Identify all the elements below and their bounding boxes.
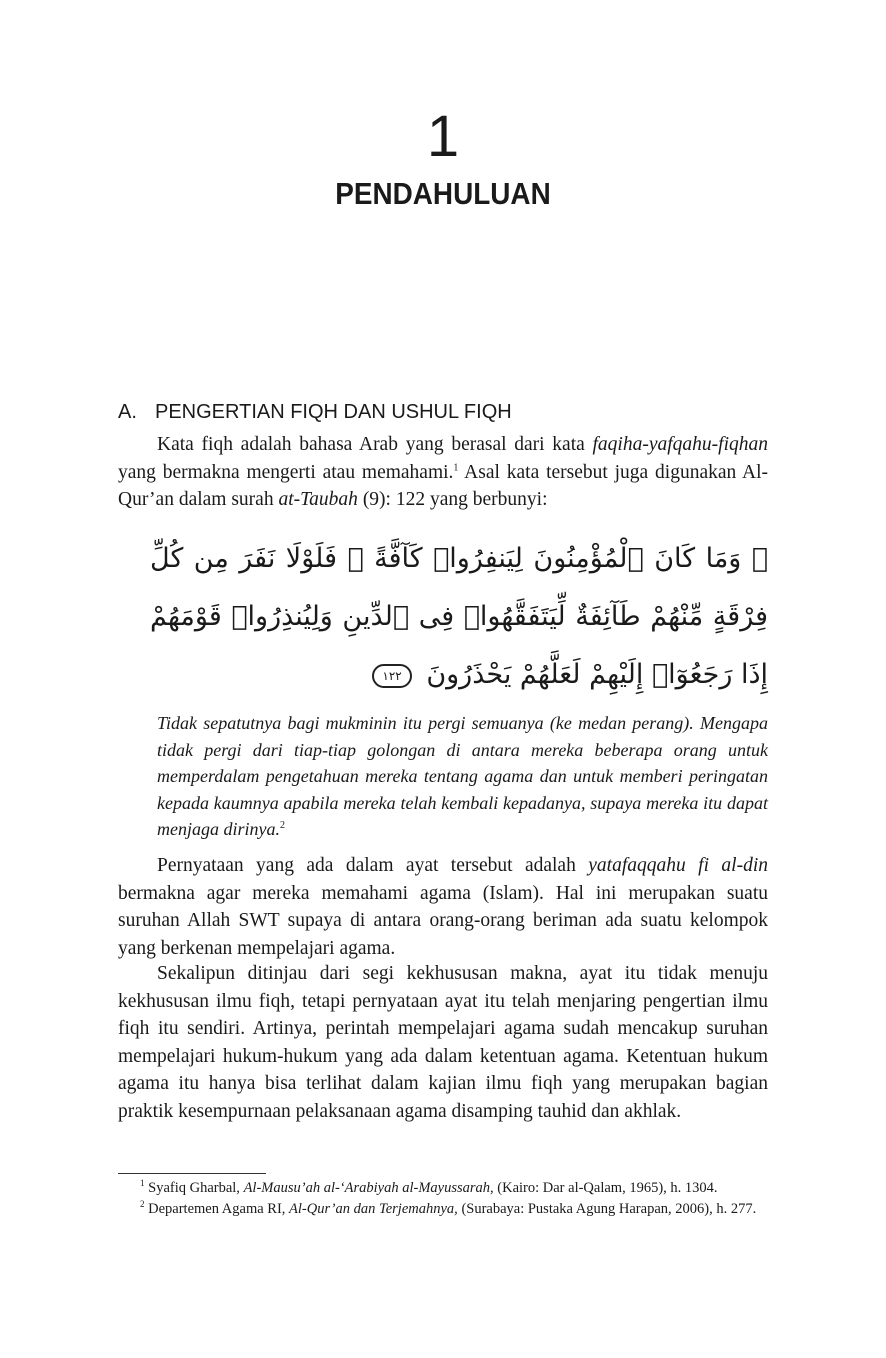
chapter-title: PENDAHULUAN: [335, 176, 551, 211]
text-run: yang bermakna mengerti atau memahami.: [118, 461, 454, 483]
text-run: (Surabaya: Pustaka Agung Harapan, 2006), h. 277.: [457, 1201, 757, 1217]
italic-term: yatafaqqahu fi al-din: [588, 855, 769, 876]
footnotes: [118, 1178, 768, 1220]
text-run: Syafiq Gharbal,: [144, 1180, 244, 1196]
footnote-ref: 2: [280, 820, 285, 831]
text-run: Departemen Agama RI,: [144, 1201, 290, 1217]
chapter-number: 1: [426, 104, 460, 169]
intro-paragraph: [118, 431, 768, 514]
section-letter: A.: [118, 401, 137, 423]
italic-term: faqiha-yafqahu-fiqhan: [592, 434, 768, 455]
text-run: Kata fiqh adalah bahasa Arab yang berasal dari kata: [157, 434, 593, 455]
italic-term: Al-Qur’an dan Terjemahnya,: [289, 1201, 458, 1217]
footnote-divider: [118, 1173, 266, 1174]
text-run: (9): 122 yang berbunyi:: [357, 489, 548, 510]
section-title: PENGERTIAN FIQH DAN USHUL FIQH: [155, 401, 512, 423]
text-run: , (Kairo: Dar al-Qalam, 1965), h. 1304.: [490, 1180, 718, 1196]
quran-verse: [150, 530, 768, 704]
italic-term: at-Taubah: [278, 489, 358, 510]
section-heading: [118, 398, 778, 426]
arabic-verse-text: ۞ وَمَا كَانَ ٱلْمُؤْمِنُونَ لِيَنفِرُوا۟ كَآفَّةً ۚ فَلَوْلَا نَفَرَ مِن كُلِّ فِرْقَةٍ مِّنْهُمْ طَآئِفَةٌ لِّيَتَفَقَّهُوا۟ فِى ٱلدِّينِ وَلِيُنذِرُوا۟ قَوْمَهُمْ إِذَا رَجَعُوٓا۟ إِلَيْهِمْ لَعَلَّهُمْ يَحْذَرُونَ: [150, 543, 768, 690]
footnote: [118, 1178, 768, 1199]
translation-text: Tidak sepatutnya bagi mukminin itu pergi semuanya (ke medan perang). Mengapa tidak pergi dari tiap-tiap golongan di antara mereka beberapa orang untuk memperdalam pengetahuan mereka tentang agama dan untuk memberi peringatan kepada kaumnya apabila mereka telah kembali kepadanya, supaya mereka itu dapat menjaga dirinya.: [157, 713, 768, 839]
text-run: Asal kata tersebut juga digunakan Al-Qur’an dalam surah: [118, 461, 769, 510]
text-run: bermakna agar mereka memahami agama (Islam). Hal ini merupakan suatu suruhan Allah SWT supaya di antara orang-orang beriman ada suatu kelompok yang berkenan mempelajari agama.: [118, 882, 768, 959]
text-run: Pernyataan yang ada dalam ayat tersebut adalah: [157, 855, 589, 876]
verse-translation: [157, 710, 768, 843]
footnote-number: 1: [140, 1178, 145, 1189]
ayah-number-marker: ١٢٢: [372, 664, 411, 688]
body-paragraph: Sekalipun ditinjau dari segi kekhususan makna, ayat itu tidak menuju kekhususan ilmu fiqh, tetapi pernyataan ayat itu telah menjaring pengertian ilmu fiqh itu sendiri. Artinya, perintah mempelajari agama sudah mencakup suruhan mempelajari hukum-hukum yang ada dalam ketentuan agama. Ketentuan hukum agama itu hanya bisa terlihat dalam kajian ilmu fiqh yang merupakan bagian praktik kesempurnaan pelaksanaan agama disamping tauhid dan akhlak.: [118, 963, 768, 1122]
footnote-ref: 1: [453, 462, 459, 473]
footnote: [118, 1199, 768, 1220]
italic-term: Al-Mausu’ah al-‘Arabiyah al-Mayussarah: [243, 1180, 491, 1196]
footnote-number: 2: [140, 1199, 145, 1210]
body-paragraph: [118, 852, 768, 962]
